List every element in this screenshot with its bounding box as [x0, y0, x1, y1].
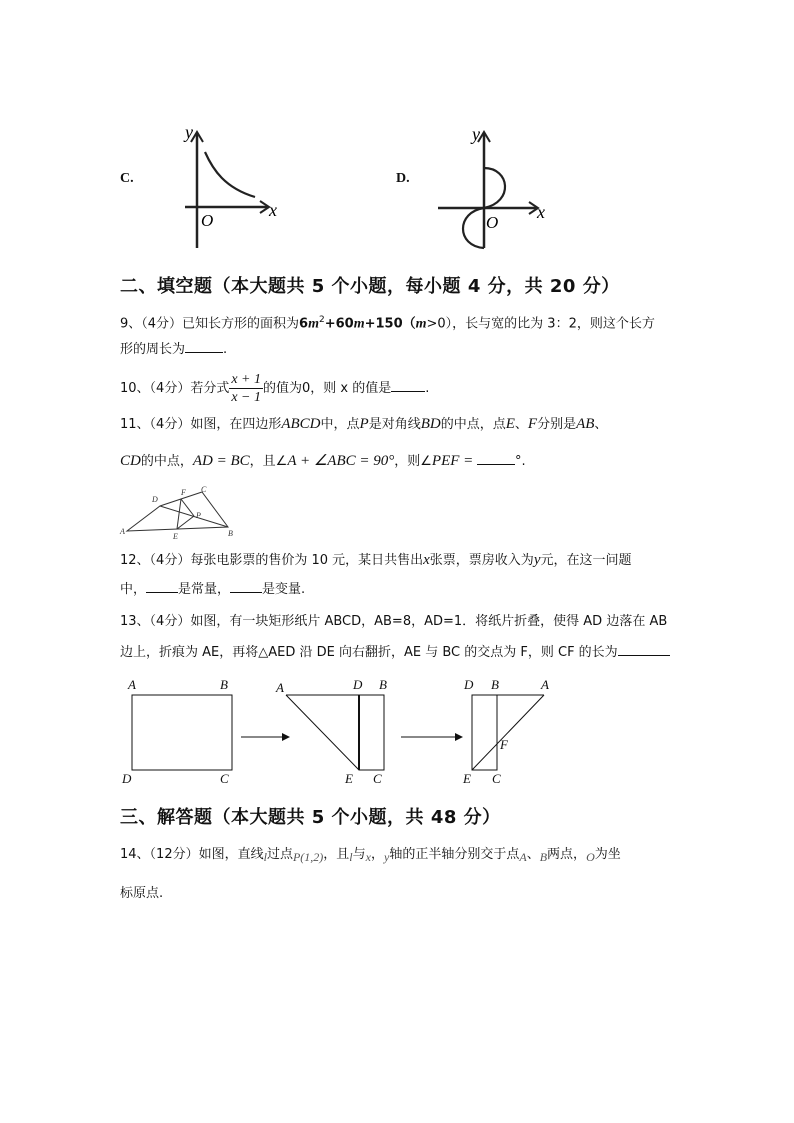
q11-text: ，则∠ — [394, 454, 432, 469]
y-axis-label: y — [185, 122, 193, 142]
fig11-label-b: B — [228, 529, 233, 538]
question-10 — [120, 370, 429, 408]
section-3-title: 三、解答题（本大题共 5 个小题，共 48 分） — [120, 807, 501, 828]
fig1-label-a: A — [128, 677, 136, 692]
x-axis-label: x — [269, 200, 277, 220]
section-2-title: 二、填空题（本大题共 5 个小题，每小题 4 分，共 20 分） — [120, 276, 620, 297]
q10-denominator: x − 1 — [231, 390, 261, 405]
question-11-line2 — [120, 451, 526, 472]
option-c-label: C. — [120, 171, 134, 186]
q11-condition-1: AD = BC — [192, 453, 250, 469]
q9-end: . — [223, 342, 228, 357]
q11-abcd: ABCD — [281, 416, 321, 432]
q14-text: ，且 — [323, 847, 350, 862]
q9-term3: +150（ — [364, 316, 416, 332]
q14-line-l: l — [263, 850, 267, 864]
arrow-2-head — [455, 733, 463, 741]
q11-point-f: F — [527, 416, 538, 432]
q13-text: 边上，折痕为 AE，再将△AED 沿 DE 向右翻折，AE 与 BC 的交点为 F，则 CF 的长为 — [120, 645, 618, 660]
q13-folding-figures — [118, 672, 560, 790]
q9-var-m: m — [415, 316, 427, 332]
q9-answer-blank[interactable] — [185, 352, 223, 353]
fig3-label-b: B — [491, 677, 499, 692]
q14-text: 两点， — [547, 847, 587, 862]
q12-text: 中， — [120, 582, 147, 597]
q12-text: 是常量， — [178, 582, 231, 597]
q9-line2: 形的周长为 — [120, 342, 186, 357]
fig3-label-d: D — [464, 677, 474, 692]
fig11-label-f: F — [181, 488, 186, 497]
q11-cd: CD — [120, 453, 141, 469]
q11-point-e: E — [505, 416, 515, 432]
q9-var-m: m — [308, 316, 319, 332]
q11-plus-angle: + ∠ — [296, 453, 328, 469]
option-c-graph — [175, 122, 285, 252]
upper-curve — [484, 168, 505, 208]
fig3-line-ae — [472, 695, 544, 770]
q13-answer-blank[interactable] — [618, 655, 670, 656]
fig11-label-d: D — [152, 495, 158, 504]
fig2-crease-ae — [286, 695, 359, 770]
q10-prefix: 10、（4分）若分式 — [120, 381, 230, 396]
question-12-line1 — [120, 550, 632, 571]
q14-line-l: l — [349, 850, 353, 864]
fig3-label-a: A — [541, 677, 549, 692]
q11-bd: BD — [420, 416, 441, 432]
q11-angle-pef: PEF — [431, 453, 460, 469]
q14-text: 与 — [352, 847, 366, 862]
q14-text: 为坐 — [594, 847, 621, 862]
fig2-rect-dbce — [359, 695, 384, 770]
q12-variable-blank[interactable] — [230, 592, 262, 593]
q14-point-a: A — [519, 850, 527, 864]
fig3-label-c: C — [492, 771, 501, 786]
q10-end: . — [425, 381, 430, 396]
option-d-graph — [432, 122, 557, 252]
fig2-label-b: B — [379, 677, 387, 692]
q14-text: 14、（12分）如图，直线 — [120, 847, 264, 862]
q9-exponent: 2 — [318, 315, 325, 325]
q12-text: 12、（4分）每张电影票的售价为 10 元，某日共售出 — [120, 553, 424, 568]
q11-end: °. — [515, 454, 526, 469]
fig11-label-a: A — [120, 527, 125, 536]
q14-text: 轴的正半轴分别交于点 — [389, 847, 520, 862]
q14-text: 、 — [526, 847, 540, 862]
x-axis-label: x — [537, 202, 545, 222]
q11-text: 的中点，点 — [440, 417, 506, 432]
question-11-line1 — [120, 414, 607, 435]
q12-var-x: x — [423, 552, 430, 568]
fig3-label-f: F — [500, 737, 508, 752]
q10-numerator: x + 1 — [231, 372, 261, 387]
rectangle-abcd — [132, 695, 232, 770]
q14-origin-o: O — [586, 850, 595, 864]
question-14-line2: 标原点. — [120, 886, 164, 901]
q14-text: ， — [370, 847, 384, 862]
q11-equals-90: = 90° — [355, 453, 395, 469]
q11-equals: = — [459, 453, 478, 469]
q12-text: 元，在这一问题 — [540, 553, 632, 568]
option-d-label: D. — [396, 171, 410, 186]
fig11-label-c: C — [201, 485, 207, 494]
lower-curve — [463, 208, 484, 248]
fig3-label-e: E — [463, 771, 471, 786]
question-13-line1: 13、（4分）如图，有一块矩形纸片 ABCD，AB=8，AD=1．将纸片折叠，使得 AD 边落在 AB — [120, 614, 668, 629]
q11-text: 11、（4分）如图，在四边形 — [120, 417, 282, 432]
q14-text: 过点 — [266, 847, 293, 862]
q9-coef: 6 — [299, 316, 309, 332]
q11-sep: 、 — [594, 417, 608, 432]
origin-label: O — [486, 213, 499, 232]
hyperbola-curve — [205, 152, 255, 197]
fig3-rect — [472, 695, 497, 770]
q9-var-m: m — [353, 316, 365, 332]
q11-text: 的中点， — [140, 454, 193, 469]
q11-sep: 、 — [514, 417, 528, 432]
q9-rest: >0），长与宽的比为 3：2，则这个长方 — [426, 316, 655, 332]
q10-fraction — [229, 371, 263, 406]
arrow-1-head — [282, 733, 290, 741]
q10-suffix: 的值为0，则 x 的值是 — [263, 381, 392, 396]
fig1-label-c: C — [220, 771, 229, 786]
q12-constant-blank[interactable] — [146, 592, 178, 593]
fig11-label-p: P — [196, 511, 201, 520]
segment-ep — [177, 516, 194, 529]
q11-text: 中，点 — [320, 417, 360, 432]
fig2-label-c: C — [373, 771, 382, 786]
fig2-label-a: A — [276, 680, 284, 695]
fig11-label-e: E — [173, 532, 178, 541]
q11-point-p: P — [359, 416, 369, 432]
fig2-label-d: D — [353, 677, 363, 692]
question-12-line2 — [120, 580, 305, 600]
q12-text: 张票，票房收入为 — [429, 553, 534, 568]
question-9-line2 — [120, 340, 227, 360]
question-9-line1 — [120, 310, 655, 334]
q9-term2: +60 — [324, 316, 354, 332]
y-axis-label: y — [472, 124, 480, 144]
q11-angle-a: A — [287, 453, 297, 469]
fig1-label-b: B — [220, 677, 228, 692]
q10-answer-blank[interactable] — [391, 391, 425, 392]
q14-point-p: P(1,2) — [292, 850, 324, 864]
segment-ef — [177, 499, 181, 529]
q14-point-b: B — [539, 850, 548, 864]
q11-angle-abc: ABC — [327, 453, 356, 469]
fig2-label-e: E — [345, 771, 353, 786]
origin-label: O — [201, 211, 214, 230]
q11-text: 分别是 — [537, 417, 577, 432]
q11-ab: AB — [576, 416, 595, 432]
fig1-label-d: D — [122, 771, 132, 786]
q14-axis-y: y — [384, 850, 390, 864]
q11-quadrilateral-figure — [118, 484, 240, 542]
q12-var-y: y — [533, 552, 541, 568]
question-13-line2 — [120, 643, 670, 663]
q11-text: ，且∠ — [249, 454, 288, 469]
question-14-line1 — [120, 845, 621, 867]
q9-prefix: 9、（4分）已知长方形的面积为 — [120, 316, 300, 332]
q14-axis-x: x — [365, 850, 371, 864]
q11-text: 是对角线 — [368, 417, 421, 432]
q12-text: 是变量. — [262, 582, 306, 597]
q11-answer-blank[interactable] — [477, 464, 515, 465]
